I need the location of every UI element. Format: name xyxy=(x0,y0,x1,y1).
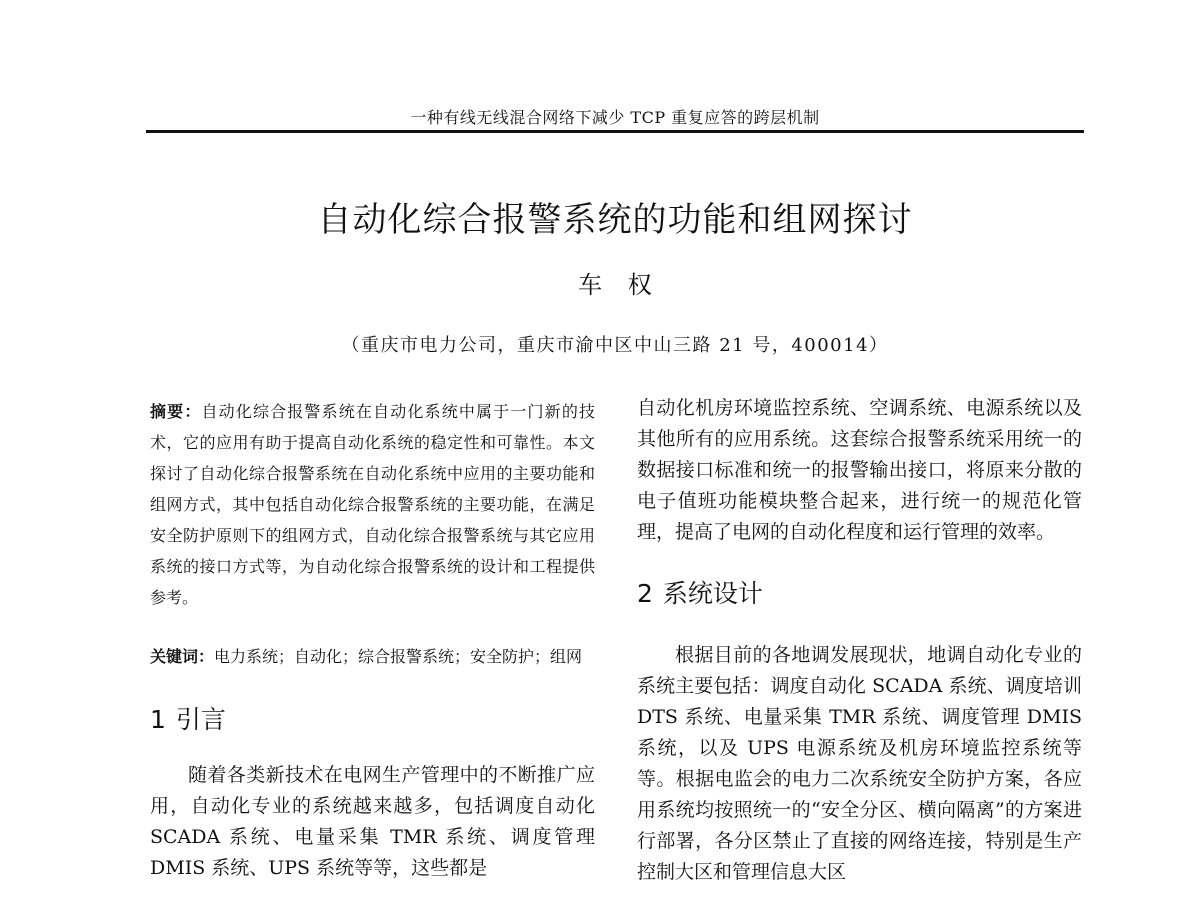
section-1-number: 1 xyxy=(150,705,166,734)
continued-paragraph: 自动化机房环境监控系统、空调系统、电源系统以及其他所有的应用系统。这套综合报警系统采用统一的数据接口标准和统一的报警输出接口，将原来分散的电子值班功能模块整合起来，进行统一的规范化管理，提高了电网的自动化程度和运行管理的效率。 xyxy=(637,397,1082,543)
section-2-paragraph: 根据目前的各地调发展现状，地调自动化专业的系统主要包括：调度自动化 SCADA 系统、调度培训 DTS 系统、电量采集 TMR 系统、调度管理 DMIS 系统，以及 UPS 电源系统及机房环境监控系统等等。根据电监会的电力二次系统安全防护方案，各应用系统均按照统一的“安全分区、横向隔离”的方案进行部署，各分区禁止了直接的网络连接，特别是生产控制大区和管理信息大区 xyxy=(637,644,1082,883)
section-1-heading xyxy=(150,702,595,738)
left-column xyxy=(150,396,595,884)
author-affiliation: （重庆市电力公司，重庆市渝中区中山三路 21 号，400014） xyxy=(341,335,889,356)
right-column xyxy=(637,393,1082,888)
section-2-title: 系统设计 xyxy=(662,579,763,608)
keywords-text: 电力系统；自动化；综合报警系统；安全防护；组网 xyxy=(214,647,583,666)
running-header: 一种有线无线混合网络下减少 TCP 重复应答的跨层机制 xyxy=(410,108,820,127)
header-rule xyxy=(146,130,1084,133)
abstract-text: 自动化综合报警系统在自动化系统中属于一门新的技术，它的应用有助于提高自动化系统的稳定性和可靠性。本文探讨了自动化综合报警系统在自动化系统中应用的主要功能和组网方式，其中包括自动化综合报警系统的主要功能，在满足安全防护原则下的组网方式，自动化综合报警系统与其它应用系统的接口方式等，为自动化综合报警系统的设计和工程提供参考。 xyxy=(150,402,595,607)
paper-title: 自动化综合报警系统的功能和组网探讨 xyxy=(317,200,913,240)
section-2-heading xyxy=(637,576,1082,612)
section-2-number: 2 xyxy=(637,579,653,608)
abstract-label: 摘要： xyxy=(150,402,202,421)
keywords-label: 关键词： xyxy=(150,647,215,666)
section-1-paragraph: 随着各类新技术在电网生产管理中的不断推广应用，自动化专业的系统越来越多，包括调度自动化 SCADA 系统、电量采集 TMR 系统、调度管理 DMIS 系统、UPS 系统等等，这些都是 xyxy=(150,764,595,879)
keywords xyxy=(150,641,595,672)
abstract xyxy=(150,396,595,613)
section-1-title: 引言 xyxy=(175,705,226,734)
author-name: 车 权 xyxy=(578,271,652,299)
